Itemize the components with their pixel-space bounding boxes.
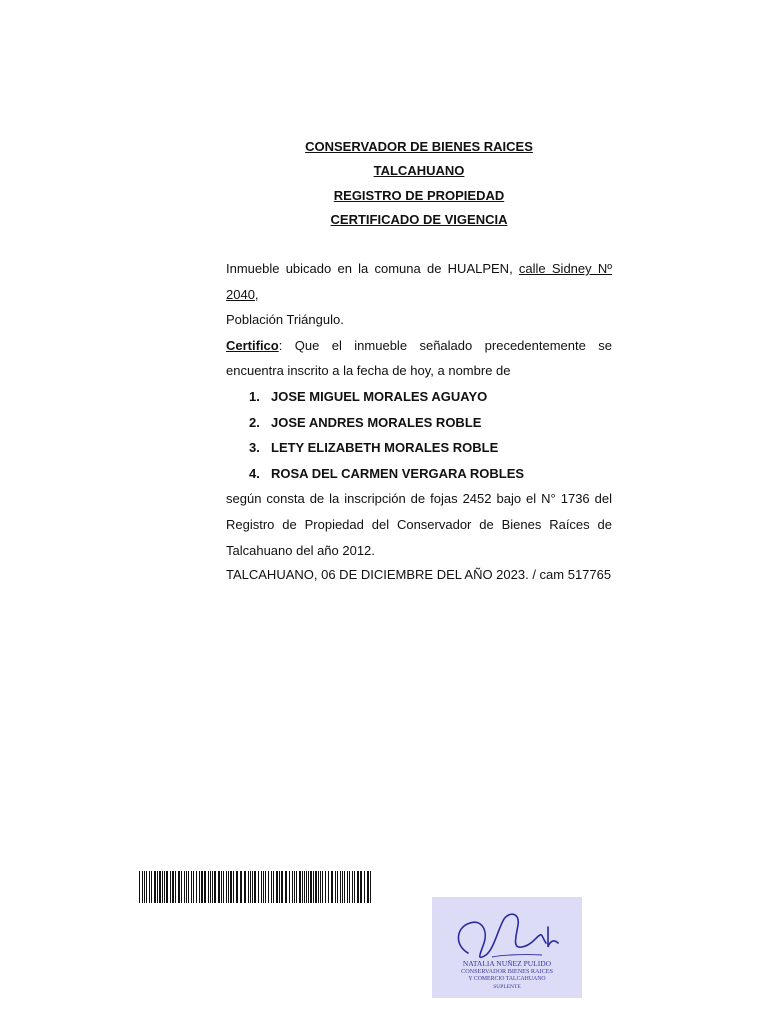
- stamp-office: CONSERVADOR BIENES RAICES: [461, 968, 553, 975]
- barcode-bar: [218, 871, 220, 903]
- barcode-bar: [162, 871, 163, 903]
- barcode-bar: [254, 871, 256, 903]
- barcode-bar: [228, 871, 229, 903]
- certifico-text: : Que el inmueble señalado precedentemente se encuentra inscrito a la fecha de hoy, a nombre de: [226, 337, 612, 379]
- barcode-bar: [261, 871, 262, 903]
- barcode-bar: [233, 871, 234, 903]
- owner-number: 4.: [249, 465, 260, 481]
- barcode-bar: [250, 871, 251, 903]
- location-suffix: ,: [254, 286, 259, 302]
- owner-item: [226, 410, 612, 436]
- owner-name: ROSA DEL CARMEN VERGARA ROBLES: [271, 465, 525, 481]
- barcode-bar: [144, 871, 145, 903]
- barcode-bar: [240, 871, 242, 903]
- owner-number: 1.: [249, 388, 260, 404]
- barcode-bar: [212, 871, 213, 903]
- barcode-bar: [357, 871, 359, 903]
- signature-stamp: [432, 897, 582, 998]
- barcode-bar: [151, 871, 152, 903]
- heading-registry: REGISTRO DE PROPIEDAD: [333, 187, 505, 203]
- barcode-bar: [347, 871, 348, 903]
- barcode-bar: [166, 871, 168, 903]
- barcode-bar: [276, 871, 278, 903]
- barcode-bar: [310, 871, 312, 903]
- barcode-bar: [210, 871, 211, 903]
- barcode-bar: [188, 871, 189, 903]
- owner-name: JOSE ANDRES MORALES ROBLE: [271, 414, 482, 430]
- barcode-bar: [181, 871, 182, 903]
- barcode-bar: [236, 871, 238, 903]
- barcode-bar: [342, 871, 343, 903]
- barcode-bar: [320, 871, 321, 903]
- location-prefix: Inmueble ubicado en la comuna de HUALPEN,: [226, 261, 519, 276]
- signature-icon: [432, 897, 582, 998]
- barcode-bar: [340, 871, 341, 903]
- registration-reference: según consta de la inscripción de fojas 2452 bajo el N° 1736 del Registro de Propiedad del Conservador de Bienes Raíces de Talcahuano del año 2012.: [226, 491, 612, 558]
- barcode-bar: [157, 871, 158, 903]
- barcode-bar: [322, 871, 323, 903]
- barcode-bar: [294, 871, 295, 903]
- barcode-bar: [299, 871, 301, 903]
- barcode-bar: [196, 871, 197, 903]
- barcode-bar: [146, 871, 147, 903]
- barcode-bar: [172, 871, 174, 903]
- barcode-bar: [226, 871, 227, 903]
- barcode-bar: [337, 871, 338, 903]
- owner-name: JOSE MIGUEL MORALES AGUAYO: [271, 388, 488, 404]
- stamp-name: NATALIA NUÑEZ PULIDO: [462, 959, 552, 968]
- barcode-bar: [154, 871, 156, 903]
- owner-name: LETY ELIZABETH MORALES ROBLE: [271, 440, 499, 456]
- barcode: [139, 871, 371, 903]
- owner-number: 3.: [249, 440, 260, 456]
- stamp-commerce: Y COMERCIO TALCAHUANO: [468, 976, 546, 982]
- barcode-bar: [304, 871, 305, 903]
- barcode-bar: [308, 871, 309, 903]
- barcode-bar: [252, 871, 253, 903]
- barcode-bar: [313, 871, 314, 903]
- barcode-bar: [149, 871, 150, 903]
- barcode-bar: [175, 871, 176, 903]
- barcode-bar: [302, 871, 303, 903]
- heading-city: TALCAHUANO: [373, 163, 465, 179]
- barcode-bar: [296, 871, 297, 903]
- barcode-bar: [193, 871, 194, 903]
- barcode-bar: [201, 871, 203, 903]
- certificate-body: [226, 256, 612, 563]
- heading-institution: CONSERVADOR DE BIENES RAICES: [305, 139, 533, 154]
- barcode-bar: [191, 871, 192, 903]
- barcode-bar: [223, 871, 224, 903]
- barcode-bar: [265, 871, 266, 903]
- barcode-bar: [230, 871, 232, 903]
- barcode-bar: [208, 871, 209, 903]
- barcode-bar: [273, 871, 274, 903]
- barcode-bar: [331, 871, 333, 903]
- barcode-bar: [164, 871, 165, 903]
- barcode-bar: [221, 871, 222, 903]
- owner-item: [226, 435, 612, 461]
- property-location: [226, 256, 612, 307]
- barcode-bar: [268, 871, 269, 903]
- barcode-bar: [367, 871, 369, 903]
- barcode-bar: [139, 871, 140, 903]
- barcode-bar: [325, 871, 326, 903]
- owner-item: [226, 461, 612, 487]
- barcode-bar: [335, 871, 336, 903]
- barcode-bar: [306, 871, 307, 903]
- barcode-bar: [349, 871, 350, 903]
- barcode-bar: [328, 871, 329, 903]
- barcode-bar: [285, 871, 287, 903]
- barcode-bar: [214, 871, 216, 903]
- barcode-bar: [281, 871, 283, 903]
- barcode-bar: [184, 871, 185, 903]
- barcode-bar: [178, 871, 180, 903]
- barcode-bar: [315, 871, 317, 903]
- barcode-bar: [370, 871, 371, 903]
- barcode-bar: [199, 871, 200, 903]
- barcode-bar: [263, 871, 264, 903]
- barcode-bar: [271, 871, 272, 903]
- certification-statement: [226, 333, 612, 384]
- barcode-bar: [289, 871, 290, 903]
- barcode-bar: [352, 871, 353, 903]
- barcode-bar: [354, 871, 355, 903]
- date-line: TALCAHUANO, 06 DE DICIEMBRE DEL AÑO 2023. / cam 517765: [226, 567, 612, 582]
- document-heading: [226, 137, 612, 234]
- barcode-bar: [170, 871, 171, 903]
- barcode-bar: [360, 871, 362, 903]
- barcode-bar: [364, 871, 365, 903]
- barcode-bar: [344, 871, 345, 903]
- barcode-bar: [292, 871, 293, 903]
- barcode-bar: [279, 871, 280, 903]
- property-neighborhood: Población Triángulo.: [226, 312, 344, 328]
- barcode-bar: [186, 871, 187, 903]
- barcode-bar: [142, 871, 143, 903]
- property-address: calle Sidney Nº 2040: [226, 261, 612, 302]
- barcode-bar: [159, 871, 161, 903]
- owners-list: [226, 384, 612, 486]
- stamp-role: SUPLENTE: [493, 984, 521, 990]
- barcode-bar: [318, 871, 319, 903]
- barcode-bar: [248, 871, 249, 903]
- heading-certificate-type: CERTIFICADO DE VIGENCIA: [330, 211, 508, 227]
- certifico-label: Certifico: [226, 337, 279, 353]
- barcode-bar: [204, 871, 206, 903]
- owner-item: [226, 384, 612, 410]
- barcode-bar: [244, 871, 246, 903]
- owner-number: 2.: [249, 414, 260, 430]
- barcode-bar: [258, 871, 259, 903]
